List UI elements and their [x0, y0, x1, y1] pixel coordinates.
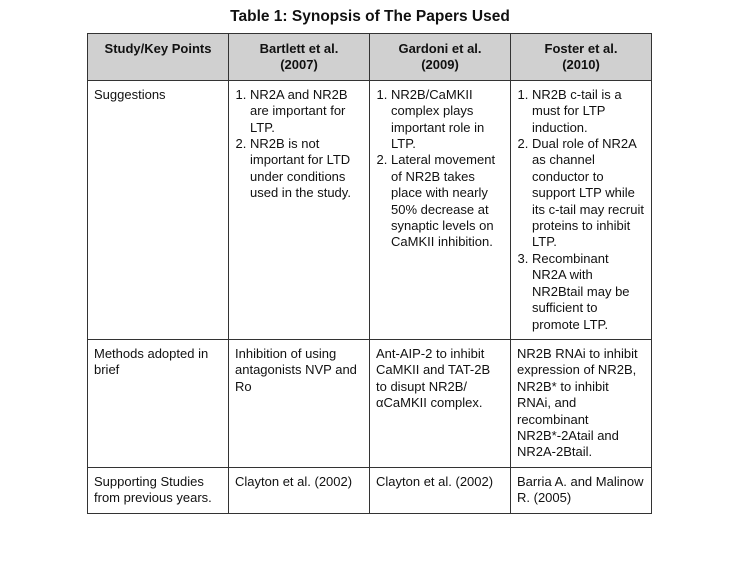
- cell-bartlett-suggestions: [229, 80, 370, 339]
- cell-gardoni-suggestions: [370, 80, 511, 339]
- table-title: Table 1: Synopsis of The Papers Used: [230, 8, 510, 25]
- header-gardoni: [370, 34, 511, 81]
- cell-foster-methods: NR2B RNAi to inhibit expression of NR2B, NR2B* to inhibit RNAi, and recombinant NR2B*-2Atail and NR2A-2Btail.: [511, 339, 652, 467]
- cell-gardoni-supporting: Clayton et al. (2002): [370, 467, 511, 513]
- row-label-supporting: Supporting Studies from previous years.: [88, 467, 229, 513]
- list-item: 1. NR2B c-tail is a must for LTP induction.: [532, 87, 645, 136]
- suggestion-list: [376, 87, 504, 251]
- list-item: 3. Recombinant NR2A with NR2Btail may be sufficient to promote LTP.: [532, 251, 645, 333]
- table-row: [88, 467, 652, 513]
- row-label-suggestions: Suggestions: [88, 80, 229, 339]
- table-row: [88, 80, 652, 339]
- header-foster: [511, 34, 652, 81]
- synopsis-table: [87, 33, 652, 514]
- header-study-key-points: [88, 34, 229, 81]
- list-item: 1. NR2A and NR2B are important for LTP.: [250, 87, 363, 136]
- header-label: Gardoni et al.: [398, 41, 482, 56]
- suggestion-list: [517, 87, 645, 333]
- header-label: Study/Key Points: [104, 41, 212, 56]
- header-year: (2010): [562, 57, 600, 73]
- header-year: (2007): [280, 57, 318, 73]
- cell-foster-supporting: Barria A. and Malinow R. (2005): [511, 467, 652, 513]
- list-item: 2. Lateral movement of NR2B takes place with nearly 50% decrease at synaptic levels on CaMKII inhibition.: [391, 152, 504, 250]
- list-item: 2. Dual role of NR2A as channel conductor to support LTP while its c-tail may recruit proteins to inhibit LTP.: [532, 136, 645, 251]
- header-year: (2009): [421, 57, 459, 73]
- header-row: [88, 34, 652, 81]
- cell-foster-suggestions: [511, 80, 652, 339]
- row-label-methods: Methods adopted in brief: [88, 339, 229, 467]
- header-bartlett: [229, 34, 370, 81]
- table-row: [88, 339, 652, 467]
- cell-gardoni-methods: Ant-AIP-2 to inhibit CaMKII and TAT-2B to disupt NR2B/ αCaMKII complex.: [370, 339, 511, 467]
- list-item: 2. NR2B is not important for LTD under conditions used in the study.: [250, 136, 363, 202]
- suggestion-list: [235, 87, 363, 202]
- header-label: Foster et al.: [544, 41, 618, 56]
- cell-bartlett-supporting: Clayton et al. (2002): [229, 467, 370, 513]
- header-label: Bartlett et al.: [259, 41, 339, 56]
- cell-bartlett-methods: Inhibition of using antagonists NVP and Ro: [229, 339, 370, 467]
- list-item: 1. NR2B/CaMKII complex plays important role in LTP.: [391, 87, 504, 153]
